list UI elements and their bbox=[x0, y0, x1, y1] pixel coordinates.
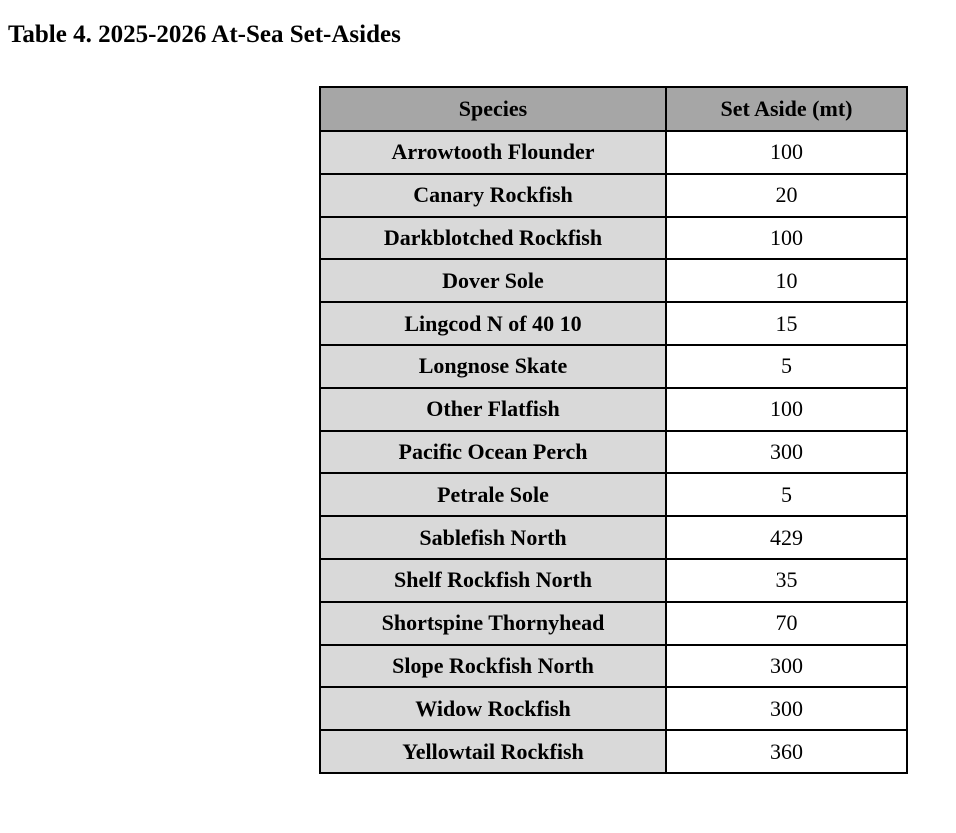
set-aside-cell: 70 bbox=[666, 602, 907, 645]
table-body bbox=[320, 131, 907, 773]
species-cell: Lingcod N of 40 10 bbox=[320, 302, 666, 345]
table-title: Table 4. 2025-2026 At-Sea Set-Asides bbox=[8, 21, 401, 48]
species-cell: Canary Rockfish bbox=[320, 174, 666, 217]
table-row bbox=[320, 431, 907, 474]
table-row bbox=[320, 174, 907, 217]
set-aside-cell: 15 bbox=[666, 302, 907, 345]
species-cell: Slope Rockfish North bbox=[320, 645, 666, 688]
set-aside-cell: 5 bbox=[666, 345, 907, 388]
table-row bbox=[320, 602, 907, 645]
species-cell: Yellowtail Rockfish bbox=[320, 730, 666, 773]
set-aside-cell: 100 bbox=[666, 217, 907, 260]
set-aside-cell: 5 bbox=[666, 473, 907, 516]
set-aside-cell: 100 bbox=[666, 388, 907, 431]
species-cell: Arrowtooth Flounder bbox=[320, 131, 666, 174]
species-cell: Petrale Sole bbox=[320, 473, 666, 516]
set-aside-cell: 360 bbox=[666, 730, 907, 773]
table-row bbox=[320, 645, 907, 688]
set-aside-cell: 10 bbox=[666, 259, 907, 302]
set-aside-cell: 429 bbox=[666, 516, 907, 559]
species-cell: Other Flatfish bbox=[320, 388, 666, 431]
set-aside-cell: 300 bbox=[666, 431, 907, 474]
species-cell: Sablefish North bbox=[320, 516, 666, 559]
table-row bbox=[320, 516, 907, 559]
table-row bbox=[320, 131, 907, 174]
table-row bbox=[320, 559, 907, 602]
species-cell: Darkblotched Rockfish bbox=[320, 217, 666, 260]
header-species: Species bbox=[320, 87, 666, 131]
species-cell: Widow Rockfish bbox=[320, 687, 666, 730]
set-aside-cell: 100 bbox=[666, 131, 907, 174]
table-row bbox=[320, 217, 907, 260]
set-aside-cell: 20 bbox=[666, 174, 907, 217]
table-row bbox=[320, 259, 907, 302]
set-aside-cell: 300 bbox=[666, 645, 907, 688]
table-row bbox=[320, 388, 907, 431]
header-set-aside: Set Aside (mt) bbox=[666, 87, 907, 131]
table-row bbox=[320, 473, 907, 516]
species-cell: Shortspine Thornyhead bbox=[320, 602, 666, 645]
species-cell: Shelf Rockfish North bbox=[320, 559, 666, 602]
header-row bbox=[320, 87, 907, 131]
table-row bbox=[320, 345, 907, 388]
table-header bbox=[320, 87, 907, 131]
table-row bbox=[320, 302, 907, 345]
species-cell: Longnose Skate bbox=[320, 345, 666, 388]
table-row bbox=[320, 730, 907, 773]
set-aside-cell: 35 bbox=[666, 559, 907, 602]
species-cell: Dover Sole bbox=[320, 259, 666, 302]
table-row bbox=[320, 687, 907, 730]
set-aside-cell: 300 bbox=[666, 687, 907, 730]
set-aside-table bbox=[319, 86, 908, 774]
species-cell: Pacific Ocean Perch bbox=[320, 431, 666, 474]
